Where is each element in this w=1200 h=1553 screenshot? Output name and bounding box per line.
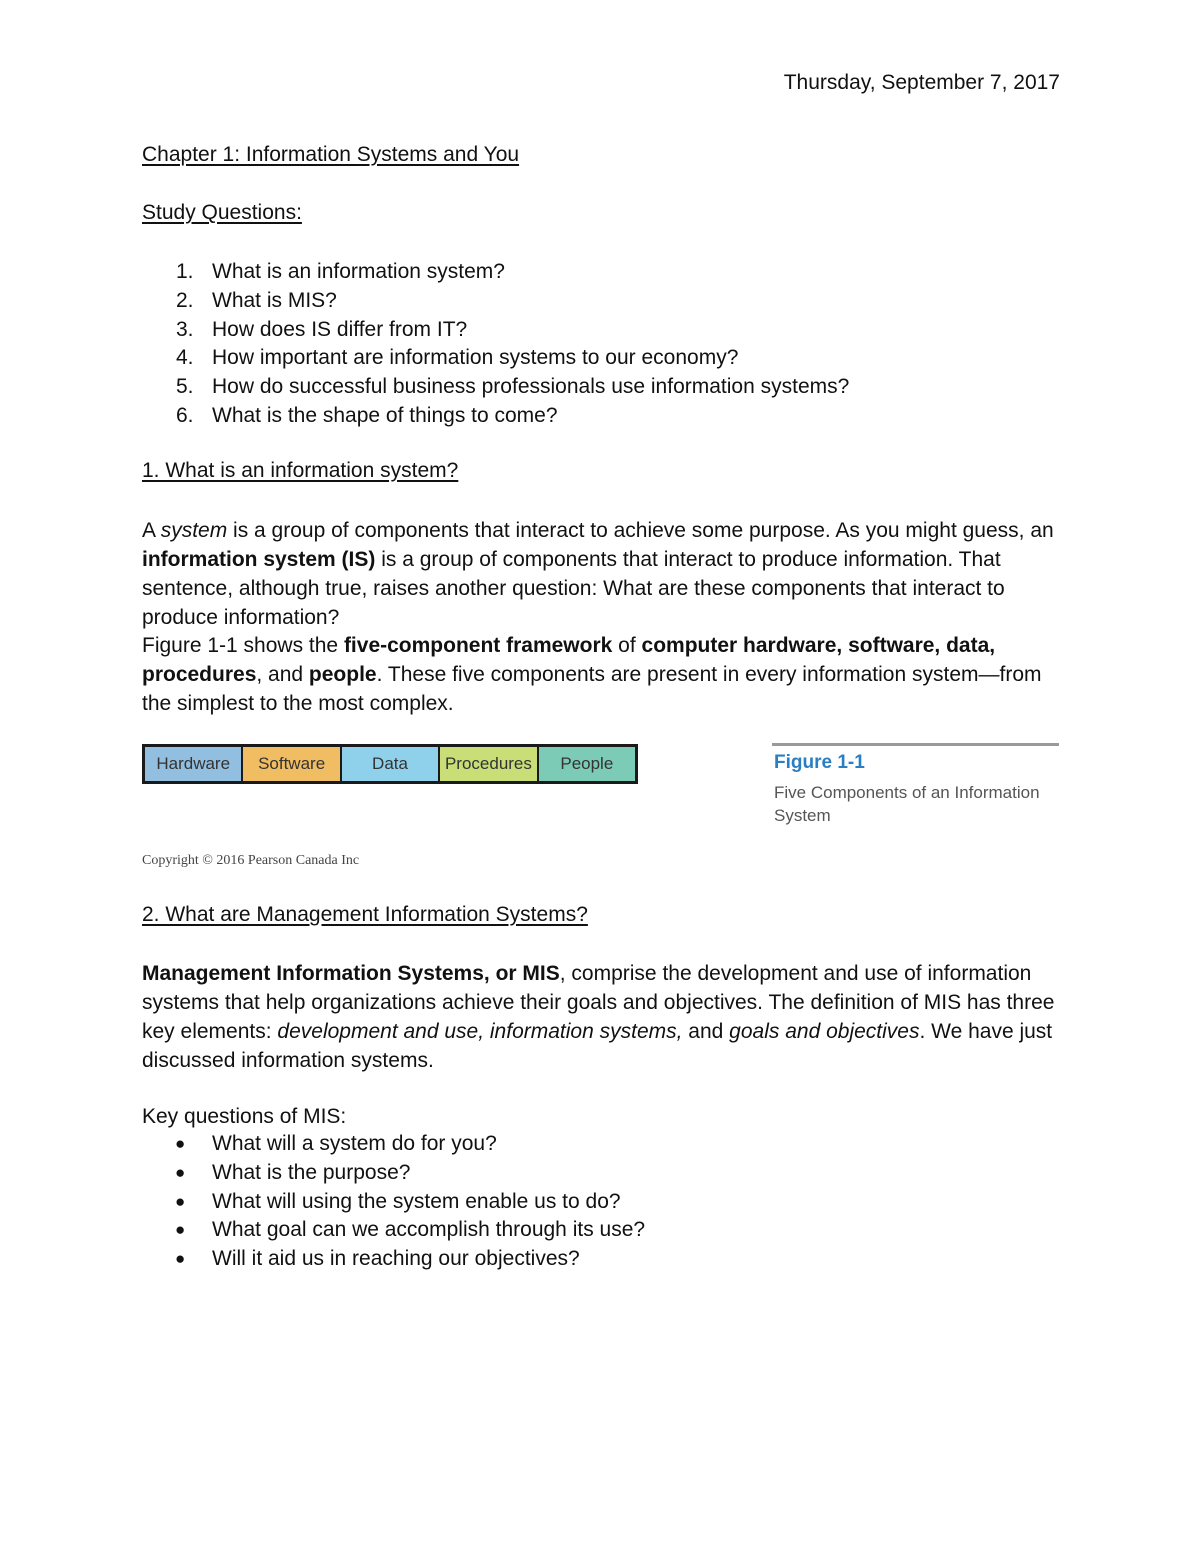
text-run: , comprise the development and use of information systems that help organizations achieve their goals and objectives. The definition of MIS has three key elements:	[142, 962, 1055, 1043]
figure-caption: Five Components of an Information System	[774, 783, 1040, 825]
section2-paragraph	[142, 959, 1062, 1075]
list-item	[142, 1130, 645, 1159]
bullet-icon: ●	[175, 1191, 186, 1211]
text-run: and	[682, 1020, 730, 1043]
term-elements: development and use, information systems,	[277, 1020, 683, 1043]
list-item-text: Will it aid us in reaching our objectives?	[212, 1247, 580, 1271]
list-item	[142, 344, 849, 373]
term-components: computer hardware, software, data, procedures	[142, 634, 996, 686]
list-item	[142, 1159, 645, 1188]
document-date: Thursday, September 7, 2017	[783, 71, 1060, 94]
list-item-text: What goal can we accomplish through its use?	[212, 1218, 646, 1242]
list-item-text: What is an information system?	[212, 260, 505, 283]
text-run: of	[612, 634, 642, 657]
term-people: people	[308, 663, 377, 686]
section1-heading: 1. What is an information system?	[142, 459, 459, 482]
term-system: system	[160, 519, 228, 542]
key-questions-label: Key questions of MIS:	[142, 1105, 347, 1128]
list-item-text: What will using the system enable us to do?	[212, 1189, 621, 1213]
text-run: . These five components are present in every information system—from the simplest to the most complex.	[142, 663, 1042, 715]
list-item	[142, 1188, 645, 1217]
list-item	[142, 402, 849, 431]
text-run: . We have just discussed information systems.	[142, 1020, 1053, 1072]
list-item	[142, 1216, 645, 1245]
list-item-text: What is the shape of things to come?	[212, 403, 558, 427]
list-number: 6.	[176, 403, 194, 427]
component-data: Data	[342, 747, 440, 781]
term-information-system: information system (IS)	[142, 548, 376, 571]
text-run: is a group of components that interact to produce information. That sentence, although true, raises another question: What are these components that interact to produce information?	[142, 548, 1005, 629]
list-item-text: What is the purpose?	[212, 1160, 411, 1184]
text-run: , and	[256, 663, 309, 686]
term-five-component-framework: five-component framework	[343, 634, 613, 657]
list-item	[142, 1245, 645, 1274]
term-mis: Management Information Systems, or MIS	[142, 962, 560, 985]
five-component-diagram	[142, 744, 638, 784]
component-procedures: Procedures	[440, 747, 538, 781]
text-run: is a group of components that interact to achieve some purpose. As you might guess, an	[227, 519, 1054, 542]
list-number: 1.	[176, 260, 194, 283]
section1-paragraph-1	[142, 516, 1062, 632]
list-item-text: How do successful business professionals use information systems?	[212, 375, 850, 399]
figure-divider	[772, 743, 1059, 746]
term-goals: goals and objectives	[729, 1020, 920, 1043]
component-software: Software	[243, 747, 341, 781]
bullet-icon: ●	[175, 1220, 186, 1240]
list-item-text: How important are information systems to our economy?	[212, 346, 739, 370]
figure-title: Figure 1-1	[774, 752, 865, 773]
component-people: People	[539, 747, 635, 781]
bullet-icon: ●	[175, 1134, 186, 1153]
list-number: 5.	[176, 375, 194, 399]
list-item-text: What is MIS?	[212, 288, 337, 312]
key-questions-list	[142, 1130, 645, 1274]
study-questions-list	[142, 258, 849, 431]
list-item	[142, 373, 849, 402]
bullet-icon: ●	[175, 1249, 186, 1269]
list-item	[142, 258, 849, 287]
figure-copyright: Copyright © 2016 Pearson Canada Inc	[142, 853, 360, 868]
list-item-text: What will a system do for you?	[212, 1132, 497, 1155]
list-number: 4.	[176, 346, 194, 370]
list-item	[142, 287, 849, 316]
component-hardware: Hardware	[145, 747, 243, 781]
list-number: 3.	[176, 317, 194, 341]
list-item	[142, 316, 849, 345]
text-run: Figure 1-1 shows the	[142, 634, 344, 657]
section2-heading: 2. What are Management Information Systems?	[142, 903, 588, 926]
list-item-text: How does IS differ from IT?	[212, 317, 468, 341]
list-number: 2.	[176, 288, 194, 312]
text-run: A	[142, 519, 161, 542]
bullet-icon: ●	[175, 1162, 186, 1182]
study-questions-heading: Study Questions:	[142, 201, 302, 224]
section1-paragraph-2	[142, 631, 1062, 718]
chapter-title: Chapter 1: Information Systems and You	[142, 143, 520, 166]
